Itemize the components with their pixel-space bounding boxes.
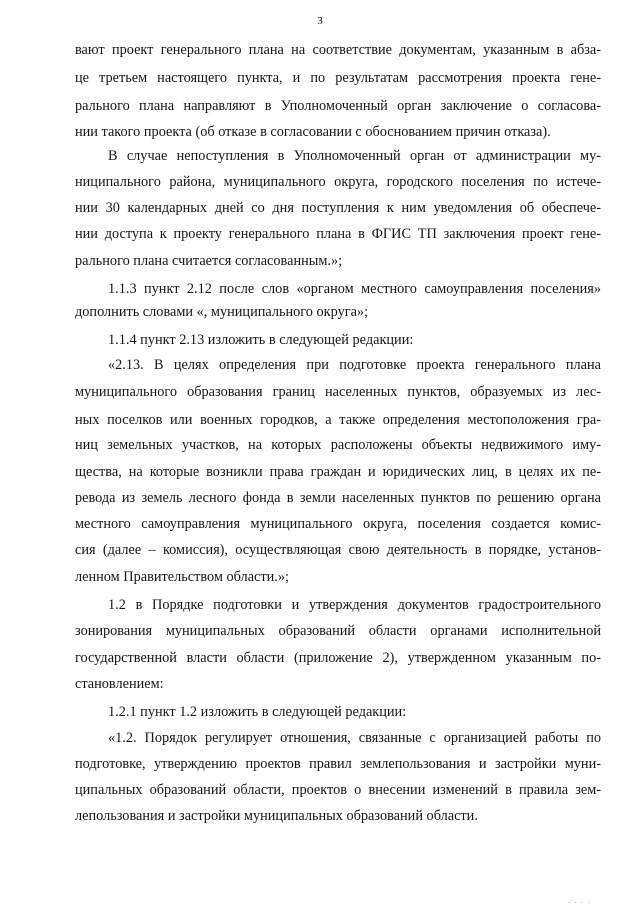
text-line: «1.2. Порядок регулирует отношения, связанные с организацией работы по (108, 730, 601, 746)
text-line: становлением: (75, 676, 164, 692)
page-number: 3 (317, 15, 323, 27)
text-line: ниципального района, муниципального округа, городского поселения по истече- (75, 174, 601, 190)
text-line: лепользования и застройки муниципальных образований области. (75, 808, 478, 824)
scan-marks: . . . . (568, 895, 591, 905)
text-line: це третьем настоящего пункта, и по результатам рассмотрения проекта гене- (75, 70, 601, 86)
text-line: ниц земельных участков, на которых расположены объекты недвижимого иму- (75, 437, 601, 453)
text-line: ревода из земель лесного фонда в земли населенных пунктов по решению органа (75, 490, 601, 506)
text-line: вают проект генерального плана на соответствие документам, указанным в абза- (75, 42, 601, 58)
text-line: сия (далее – комиссия), осуществляющая свою деятельность в порядке, установ- (75, 542, 601, 558)
text-line: рального плана направляют в Уполномоченный орган заключение о согласова- (75, 98, 601, 114)
text-line: зонирования муниципальных образований области органами исполнительной (75, 623, 601, 639)
text-line: 1.1.3 пункт 2.12 после слов «органом местного самоуправления поселения» (108, 281, 601, 297)
text-line: рального плана считается согласованным.»; (75, 253, 343, 269)
text-line: ципальных образований области, проектов о внесении изменений в правила зем- (75, 782, 601, 798)
text-line: ленном Правительством области.»; (75, 569, 289, 585)
text-line: нии такого проекта (об отказе в согласовании с обоснованием причин отказа). (75, 124, 551, 140)
text-line: государственной власти области (приложение 2), утвержденном указанным по- (75, 650, 601, 666)
text-line: «2.13. В целях определения при подготовке проекта генерального плана (108, 357, 601, 373)
text-line: местного самоуправления муниципального округа, поселения создается комис- (75, 516, 601, 532)
text-line: щества, на которые возникли права граждан и юридических лиц, в целях их пе- (75, 464, 601, 480)
text-line: нии 30 календарных дней со дня поступления к ним уведомления об обеспече- (75, 200, 601, 216)
text-line: В случае непоступления в Уполномоченный орган от администрации му- (108, 148, 601, 164)
text-line: муниципального образования границ населенных пунктов, образуемых из лес- (75, 384, 601, 400)
text-line: 1.1.4 пункт 2.13 изложить в следующей редакции: (108, 332, 414, 348)
text-line: дополнить словами «, муниципального округа»; (75, 304, 369, 320)
text-line: 1.2 в Порядке подготовки и утверждения документов градостроительного (108, 597, 601, 613)
text-line: подготовке, утверждению проектов правил землепользования и застройки муни- (75, 756, 601, 772)
text-line: ных поселков или военных городков, а также определения местоположения гра- (75, 412, 601, 428)
text-line: 1.2.1 пункт 1.2 изложить в следующей редакции: (108, 704, 407, 720)
text-line: нии доступа к проекту генерального плана в ФГИС ТП заключения проект гене- (75, 226, 601, 242)
